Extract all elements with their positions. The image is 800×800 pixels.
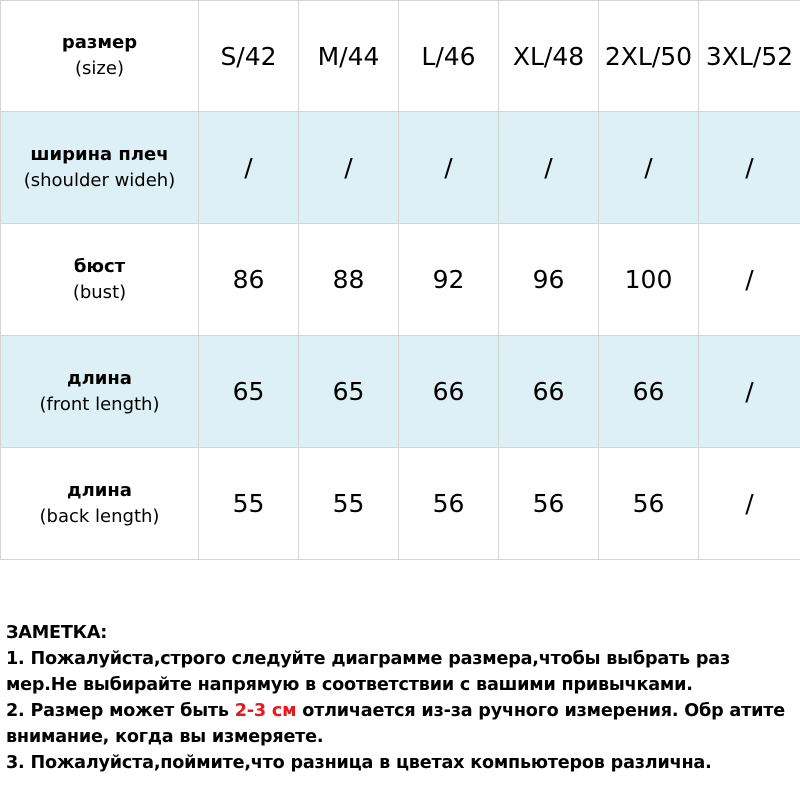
measurement-cell: 65 xyxy=(299,336,399,448)
measurement-cell: 56 xyxy=(599,448,699,560)
size-column-header: 2XL/50 xyxy=(599,1,699,112)
note-line-2 xyxy=(6,698,798,750)
size-header-label-cell xyxy=(1,1,199,112)
measurement-cell: 66 xyxy=(499,336,599,448)
measurement-cell: 88 xyxy=(299,224,399,336)
measurement-cell: / xyxy=(699,112,800,224)
row-label-en: (bust) xyxy=(72,281,127,303)
measurement-cell: / xyxy=(199,112,299,224)
bust-row xyxy=(1,224,800,336)
measurement-cell: 65 xyxy=(199,336,299,448)
row-label-ru: бюст xyxy=(73,255,126,277)
note-line-2-start: 2. Размер может быть xyxy=(6,701,235,721)
measurement-cell: 92 xyxy=(399,224,499,336)
back-length-row xyxy=(1,448,800,560)
row-label-cell xyxy=(1,448,199,560)
row-label-cell xyxy=(1,224,199,336)
front-length-row xyxy=(1,336,800,448)
row-label-cell xyxy=(1,336,199,448)
size-column-header: XL/48 xyxy=(499,1,599,112)
size-header-row xyxy=(1,1,800,112)
measurement-cell: / xyxy=(699,224,800,336)
note-line-2-end: отличается из-за ручного измерения. Обр атите внимание, когда вы измеряете. xyxy=(6,701,785,747)
size-column-header: M/44 xyxy=(299,1,399,112)
measurement-cell: / xyxy=(499,112,599,224)
measurement-cell: 56 xyxy=(399,448,499,560)
size-column-header: 3XL/52 xyxy=(699,1,800,112)
measurement-cell: 55 xyxy=(299,448,399,560)
note-line-1: 1. Пожалуйста,строго следуйте диаграмме размера,чтобы выбрать раз мер.Не выбирайте напрямую в соответствии с вашими привычками. xyxy=(6,649,730,695)
measurement-cell: / xyxy=(699,448,800,560)
measurement-cell: 96 xyxy=(499,224,599,336)
measurement-cell: 66 xyxy=(599,336,699,448)
row-label-ru: длина xyxy=(67,479,132,501)
row-label-cell xyxy=(1,112,199,224)
notes-section xyxy=(6,620,798,776)
size-label-ru: размер xyxy=(61,32,138,53)
measurement-cell: 55 xyxy=(199,448,299,560)
notes-title: ЗАМЕТКА: xyxy=(6,623,108,643)
row-label-en: (front length) xyxy=(39,393,160,415)
note-highlight: 2-3 см xyxy=(234,701,297,721)
size-column-header: L/46 xyxy=(399,1,499,112)
measurement-cell: / xyxy=(299,112,399,224)
measurement-cell: / xyxy=(599,112,699,224)
measurement-cell: 66 xyxy=(399,336,499,448)
measurement-cell: 56 xyxy=(499,448,599,560)
size-column-header: S/42 xyxy=(199,1,299,112)
measurement-cell: / xyxy=(699,336,800,448)
measurement-cell: 100 xyxy=(599,224,699,336)
note-line-3: 3. Пожалуйста,поймите,что разница в цветах компьютеров различна. xyxy=(6,753,712,773)
row-label-en: (shoulder wideh) xyxy=(23,169,176,191)
row-label-ru: длина xyxy=(67,367,132,389)
shoulder-width-row xyxy=(1,112,800,224)
row-label-ru: ширина плеч xyxy=(30,143,169,165)
row-label-en: (back length) xyxy=(39,505,160,527)
measurement-cell: / xyxy=(399,112,499,224)
measurement-cell: 86 xyxy=(199,224,299,336)
size-label-en: (size) xyxy=(75,58,124,79)
